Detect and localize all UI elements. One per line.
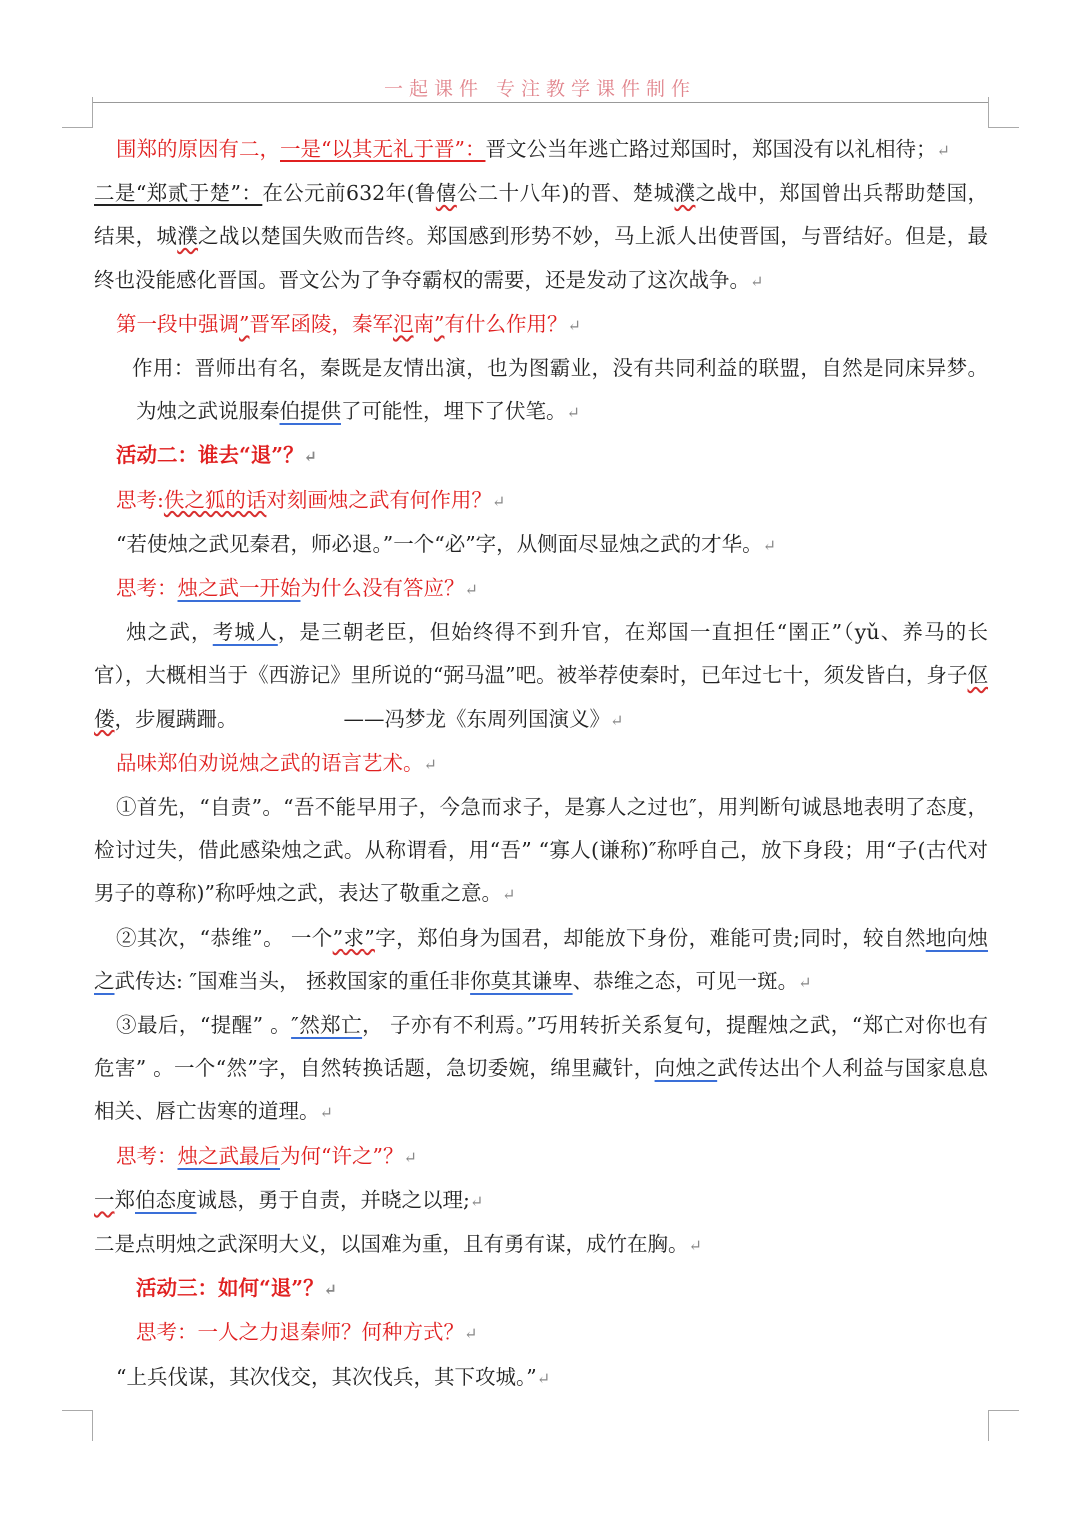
text-grammar-mark: 你莫其谦卑 [470,968,573,993]
text-grammar-mark: 伯态度 [135,1187,197,1212]
text: 为何“许之”？ [280,1143,404,1168]
text: 南 [413,311,434,336]
paragraph [94,1179,988,1223]
paragraph [94,786,988,917]
paragraph-mark-icon: ↵ [566,403,580,423]
paragraph-mark-icon: ↵ [303,447,317,467]
paragraph-mark-icon: ↵ [319,1103,333,1123]
paragraph-question [94,1135,988,1179]
paragraph [94,1004,988,1135]
text-spellcheck: ” [433,311,445,336]
paragraph-mark-icon: ↵ [536,1368,551,1388]
crop-mark-top-left [62,97,93,128]
text-grammar-mark: 地向烛之 [94,925,989,993]
document-body [94,128,988,1400]
text-spellcheck: ” [364,925,375,950]
paragraph-mark-icon: ↵ [610,710,624,730]
text: 武传达出个人利益与国家息息相关、唇亡齿寒的道理。 [94,1056,989,1124]
text: 了可能性，埋下了伏笔。 [341,399,567,424]
attribution: ——冯梦龙《东周列国演义》 [343,706,610,731]
paragraph-mark-icon: ↵ [762,535,777,555]
paragraph [94,128,988,172]
paragraph [94,917,988,1004]
text: “若使烛之武见秦君，师必退。”一个“必”字，从侧面尽显烛之武的才华。 [116,531,763,556]
text: 思考： [116,576,178,601]
text-spellcheck: 濮 [674,181,696,206]
text-grammar-mark: ″然郑亡 [291,1013,363,1038]
paragraph-mark-icon: ↵ [688,1236,702,1256]
text: ①首先，“自责”。“吾不能早用子，今急而求子，是寡人之过也″，用判断句诚恳地表明了态度，检讨过失，借此感染烛之武。从称谓看，用“吾” “寡人(谦称)″称呼自己，放下身段；用“子(古代对男子的尊称)”称呼烛之武，表达了敬重之意。 [94,795,988,906]
text-grammar-mark: 烛之武一开始 [177,576,301,601]
text: 之战中，郑国曾出兵帮助楚国，结果，城 [94,181,989,249]
text-spellcheck: 僖 [435,181,457,206]
paragraph-mark-icon: ↵ [750,271,764,291]
text-spellcheck: ” [239,311,250,336]
paragraph-mark-icon: ↵ [469,1191,484,1211]
paragraph-question [94,303,988,347]
paragraph-question [94,1311,988,1355]
text: 思考: [116,487,164,512]
text: 活动三：如何“退”？ [136,1276,324,1301]
paragraph-mark-icon: ↵ [936,141,950,160]
text: 烛之武， [126,620,213,645]
paragraph-mark-icon: ↵ [403,1147,417,1167]
text-spellcheck: 佚之狐的话 [163,487,267,512]
crop-mark-bottom-right [988,1410,1019,1441]
text: ②其次，“恭维”。 一个 [116,925,333,950]
paragraph-mark-icon: ↵ [501,885,516,905]
text: 活动二：谁去“退”？ [116,443,304,468]
text-spellcheck: 一 [94,1187,115,1212]
paragraph-mark-icon: ↵ [798,972,812,992]
activity-heading [94,434,988,478]
text-grammar-mark: 伯提供 [279,399,341,424]
header-rule [92,102,988,103]
paragraph [94,347,988,434]
text: 在公元前632年(鲁 [262,181,436,206]
paragraph [94,1223,988,1267]
paragraph-mark-icon: ↵ [464,580,478,600]
text-grammar-mark: 考城人 [212,620,278,645]
paragraph-mark-icon: ↵ [323,1280,337,1300]
text-spellcheck: ” [332,925,344,950]
text: 作用：晋师出有名，秦既是友情出演，也为图霸业，没有共同利益的联盟，自然是同床异梦。为烛之武说服秦 [132,356,988,424]
text: 公二十八年)的晋、楚城 [456,181,675,206]
text-underlined: 二是“郑贰于楚”： [94,181,263,206]
text: 晋文公当年逃亡路过郑国时，郑国没有以礼相待； [485,137,937,161]
text: 第一段中强调 [116,311,239,336]
text: 对刻画烛之武有何作用？ [266,487,492,512]
text: ，步履蹒跚。 [114,706,238,731]
paragraph-mark-icon: ↵ [491,491,506,511]
text: 诚恳，勇于自责，并晓之以理; [196,1187,470,1212]
text: 、恭维之态，可见一斑。 [572,968,799,993]
text: 思考：一人之力退秦师？何种方式？ [136,1320,464,1345]
text: 武传达: ″国难当头， 拯救国家的重任非 [114,968,471,993]
text-spellcheck: 濮 [177,224,199,249]
paragraph-question [94,479,988,523]
text: 之战以楚国失败而告终。郑国感到形势不妙，马上派人出使晋国，与晋结好。但是，最终也没能感化晋国。晋文公为了争夺霸权的需要，还是发动了这次战争。 [94,224,989,292]
text-spellcheck: 求 [343,925,365,950]
paragraph [94,1356,988,1400]
paragraph-question [94,567,988,611]
text: 为什么没有答应？ [300,576,465,601]
crop-mark-top-right [988,97,1019,128]
text: 字，郑伯身为国君，却能放下身份，难能可贵;同时，较自然 [374,925,926,950]
paragraph-question [94,742,988,786]
text: 思考： [116,1143,178,1168]
paragraph-mark-icon: ↵ [464,1324,478,1344]
text-spellcheck: 伛偻 [94,663,988,731]
crop-mark-bottom-left [62,1410,93,1441]
text: ， 子亦有不利焉。”巧用转折关系复句，提醒烛之武，“郑亡对你也有危害” 。一个“然”字，自然转换话题，急切委婉，绵里藏针， [94,1013,988,1081]
text: 二是点明烛之武深明大义，以国难为重，且有勇有谋，成竹在胸。 [94,1232,689,1257]
activity-heading [94,1267,988,1311]
text: “上兵伐谋，其次伐交，其次伐兵，其下攻城。” [116,1364,537,1389]
text-grammar-mark: 向烛之 [654,1056,718,1081]
paragraph [94,523,988,567]
paragraph-mark-icon: ↵ [567,315,581,335]
text: ③最后，“提醒” 。 [116,1013,292,1038]
text: 晋军函陵，秦军 [249,311,393,336]
text: ，是三朝老臣，但始终得不到升官，在郑国一直担任“圉正”（yǔ、养马的长官），大概相当于《西游记》里所说的“弼马温”吧。被举荐使秦时，已年过七十，须发皆白，身子 [94,620,988,688]
text: 品味郑伯劝说烛之武的语言艺术。 [116,750,424,775]
paragraph-mark-icon: ↵ [423,754,437,774]
paragraph [94,611,988,742]
text-grammar-mark: 烛之武最后 [177,1143,280,1168]
text-spellcheck: 氾 [392,311,414,336]
text: 有什么作用？ [444,311,568,336]
text: 郑 [114,1187,135,1212]
paragraph [94,172,988,303]
text-red: 围郑的原因有二， [116,137,280,161]
page-header: 一起课件 专注教学课件制作 [383,78,697,100]
text-red-underlined: 一是“以其无礼于晋”： [280,137,486,161]
